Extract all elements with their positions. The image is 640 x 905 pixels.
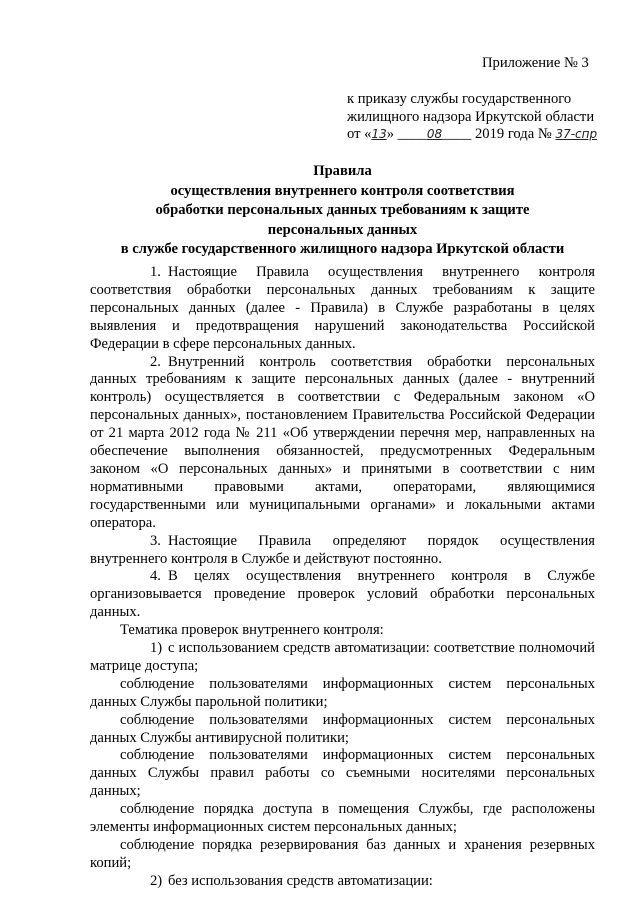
paragraph-3-number: 3. bbox=[150, 532, 161, 549]
topics-heading: Тематика проверок внутреннего контроля: bbox=[120, 622, 384, 639]
order-month-handwritten: 08 bbox=[426, 127, 443, 141]
title-line-4: персональных данных bbox=[267, 221, 418, 238]
order-line-1: к приказу службы государственного bbox=[347, 91, 572, 107]
list-item-1-text: с использованием средств автоматизации: соответствие полномочий матрице доступа; bbox=[90, 640, 595, 674]
list-item-1 bbox=[90, 640, 595, 676]
list-subitem: соблюдение пользователями информационных систем персональных данных Службы правил работы со съемными носителями персональных данных; bbox=[90, 747, 595, 800]
paragraph-3 bbox=[90, 533, 595, 569]
paragraph-2 bbox=[90, 354, 595, 533]
order-number-handwritten: 37-спр bbox=[555, 127, 598, 141]
paragraph-3-text: Настоящие Правила определяют порядок осуществления внутреннего контроля в Службе и действуют постоянно. bbox=[90, 532, 595, 567]
order-mid: » ____ bbox=[386, 126, 427, 142]
order-line-2: жилищного надзора Иркутской области bbox=[347, 108, 595, 125]
list-item-2 bbox=[90, 873, 595, 891]
order-line-3 bbox=[347, 126, 597, 144]
title-line-1: Правила bbox=[313, 163, 372, 179]
list-item-1-number: 1) bbox=[150, 640, 163, 657]
document-body bbox=[90, 264, 595, 891]
paragraph-2-text: Внутренний контроль соответствия обработки персональных данных требованиям к защите персональных данных (далее - внутренний контроль) осуществляется в соответствии с Федеральным законом «О персональных данных», постановлением Правительства Российской Федерации от 21 марта 2012 года № 211 «Об утверждении перечня мер, направленных на обеспечение выполнения обязанностей, предусмотренных Федеральным законом «О персональных данных» и принятыми в соответствии с ним нормативными правовыми актами, операторами, являющимися государственными или муниципальными органами» и локальными актами оператора. bbox=[90, 353, 595, 531]
paragraph-1 bbox=[90, 264, 595, 354]
order-day-handwritten: 13 bbox=[371, 127, 387, 141]
order-year: ____ 2019 года № bbox=[442, 126, 552, 142]
paragraph-4-number: 4. bbox=[150, 568, 161, 585]
order-from: от « bbox=[347, 126, 372, 142]
list-subitem: соблюдение порядка доступа в помещения Службы, где расположены элементы информационных систем персональных данных; bbox=[90, 801, 595, 836]
document-title bbox=[90, 162, 595, 260]
paragraph-4-text: В целях осуществления внутреннего контроля в Службе организовывается проведение проверок условий обработки персональных данных. bbox=[90, 568, 595, 621]
paragraph-2-number: 2. bbox=[150, 353, 161, 370]
order-reference bbox=[347, 91, 597, 144]
appendix-label: Приложение № 3 bbox=[482, 55, 589, 71]
list-subitem: соблюдение пользователями информационных систем персональных данных Службы антивирусной политики; bbox=[90, 711, 595, 746]
title-line-3: обработки персональных данных требованиям к защите bbox=[155, 202, 530, 218]
title-line-5: в службе государственного жилищного надзора Иркутской области bbox=[120, 241, 565, 257]
title-line-2: осуществления внутреннего контроля соответствия bbox=[170, 182, 515, 199]
list-item-2-number: 2) bbox=[150, 872, 163, 889]
paragraph-1-number: 1. bbox=[150, 264, 161, 280]
list-subitem: соблюдение порядка резервирования баз данных и хранения резервных копий; bbox=[90, 837, 595, 871]
list-item-2-text: без использования средств автоматизации: bbox=[168, 872, 433, 889]
paragraph-1-text: Настоящие Правила осуществления внутреннего контроля соответствия обработки персональных данных требованиям к защите персональных данных (далее - Правила) в Службе разработаны в целях выявления и предотвращения нарушений законодательства Российской Федерации в сфере персональных данных. bbox=[90, 264, 595, 352]
paragraph-4 bbox=[90, 568, 595, 622]
list-subitem: соблюдение пользователями информационных систем персональных данных Службы парольной политики; bbox=[90, 675, 595, 710]
